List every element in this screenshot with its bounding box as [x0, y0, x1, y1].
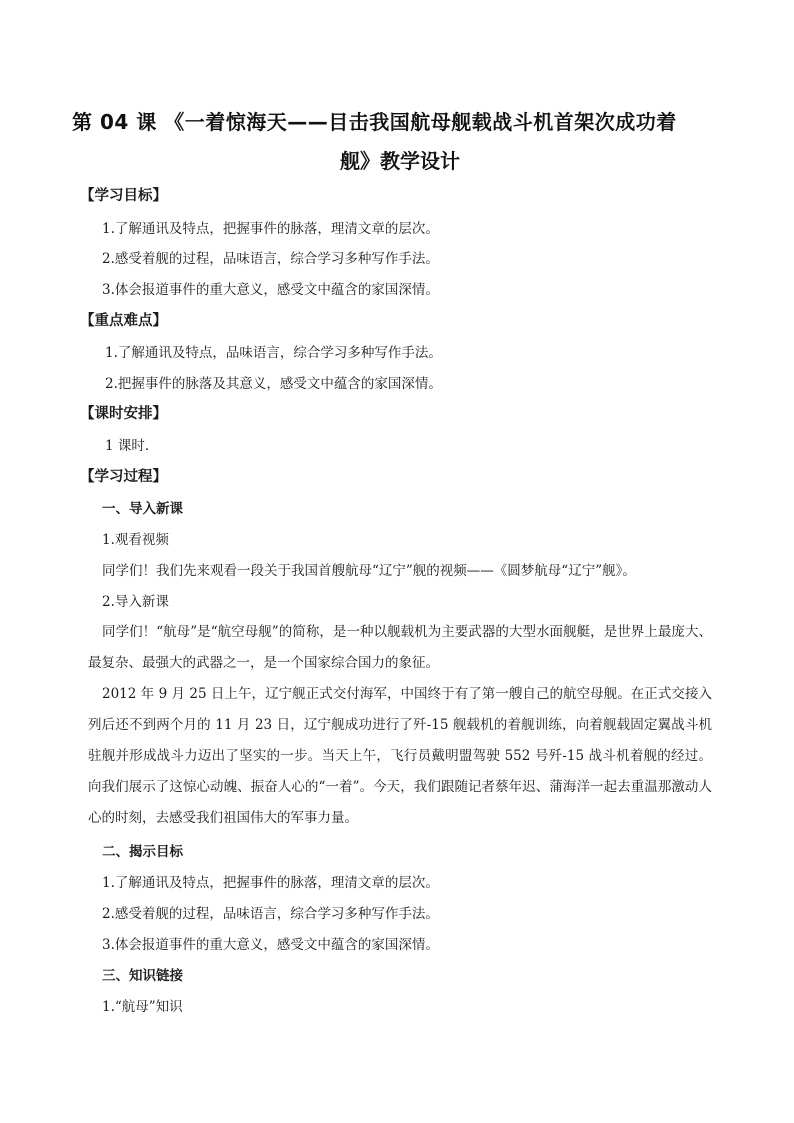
document-title-line-2: 舰》教学设计: [340, 149, 460, 173]
part1-heading: 一、导入新课: [102, 501, 183, 517]
key-point-item: 2.把握事件的脉落及其意义，感受文中蕴含的家国深情。: [105, 376, 442, 392]
schedule-heading: 【课时安排】: [80, 406, 167, 422]
objective-item: 1.了解通讯及特点，把握事件的脉落，理清文章的层次。: [102, 221, 439, 237]
step1-text: 同学们！我们先来观看一段关于我国首艘航母“辽宁”舰的视频——《圆梦航母“辽宁”舰》。: [102, 563, 636, 579]
intro-paragraph-1: [88, 617, 712, 679]
objectives-heading: 【学习目标】: [80, 188, 167, 204]
document-title-line-1: 第 04 课 《一着惊海天——目击我国航母舰载战斗机首架次成功着: [72, 110, 677, 134]
part2-item: 3.体会报道事件的重大意义，感受文中蕴含的家国深情。: [102, 937, 439, 953]
schedule-text: 1 课时.: [105, 438, 150, 454]
intro-paragraph-1-text: 同学们！“航母”是“航空母舰”的简称，是一种以舰载机为主要武器的大型水面舰艇，是世界上最庞大、最复杂、最强大的武器之一，是一个国家综合国力的象征。: [88, 624, 712, 671]
part3-item: 1.“航母”知识: [102, 999, 183, 1015]
part2-item: 2.感受着舰的过程，品味语言，综合学习多种写作手法。: [102, 906, 439, 922]
part2-heading: 二、揭示目标: [102, 844, 183, 860]
intro-paragraph-2: [88, 679, 712, 834]
intro-paragraph-2-text: 2012 年 9 月 25 日上午，辽宁舰正式交付海军，中国终于有了第一艘自己的航空母舰。在正式交接入列后还不到两个月的 11 月 23 日，辽宁舰成功进行了歼-15 舰载机的着舰训练，向着舰载固定翼战斗机驻舰并形成战斗力迈出了坚实的一步。当天上午，飞行员戴明盟驾驶 552 号歼-15 战斗机着舰的经过。向我们展示了这惊心动魄、振奋人心的“一着”。今天，我们跟随记者蔡年迟、蒲海洋一起去重温那激动人心的时刻，去感受我们祖国伟大的军事力量。: [88, 686, 712, 826]
step1-label: 1.观看视频: [102, 532, 169, 548]
objective-item: 3.体会报道事件的重大意义，感受文中蕴含的家国深情。: [102, 282, 439, 298]
objective-item: 2.感受着舰的过程，品味语言，综合学习多种写作手法。: [102, 251, 439, 267]
process-heading: 【学习过程】: [80, 469, 167, 485]
step2-label: 2.导入新课: [102, 594, 169, 610]
key-point-item: 1.了解通讯及特点，品味语言，综合学习多种写作手法。: [105, 345, 442, 361]
key-points-heading: 【重点难点】: [80, 313, 167, 329]
part2-item: 1.了解通讯及特点，把握事件的脉落，理清文章的层次。: [102, 875, 439, 891]
part3-heading: 三、知识链接: [102, 968, 183, 984]
